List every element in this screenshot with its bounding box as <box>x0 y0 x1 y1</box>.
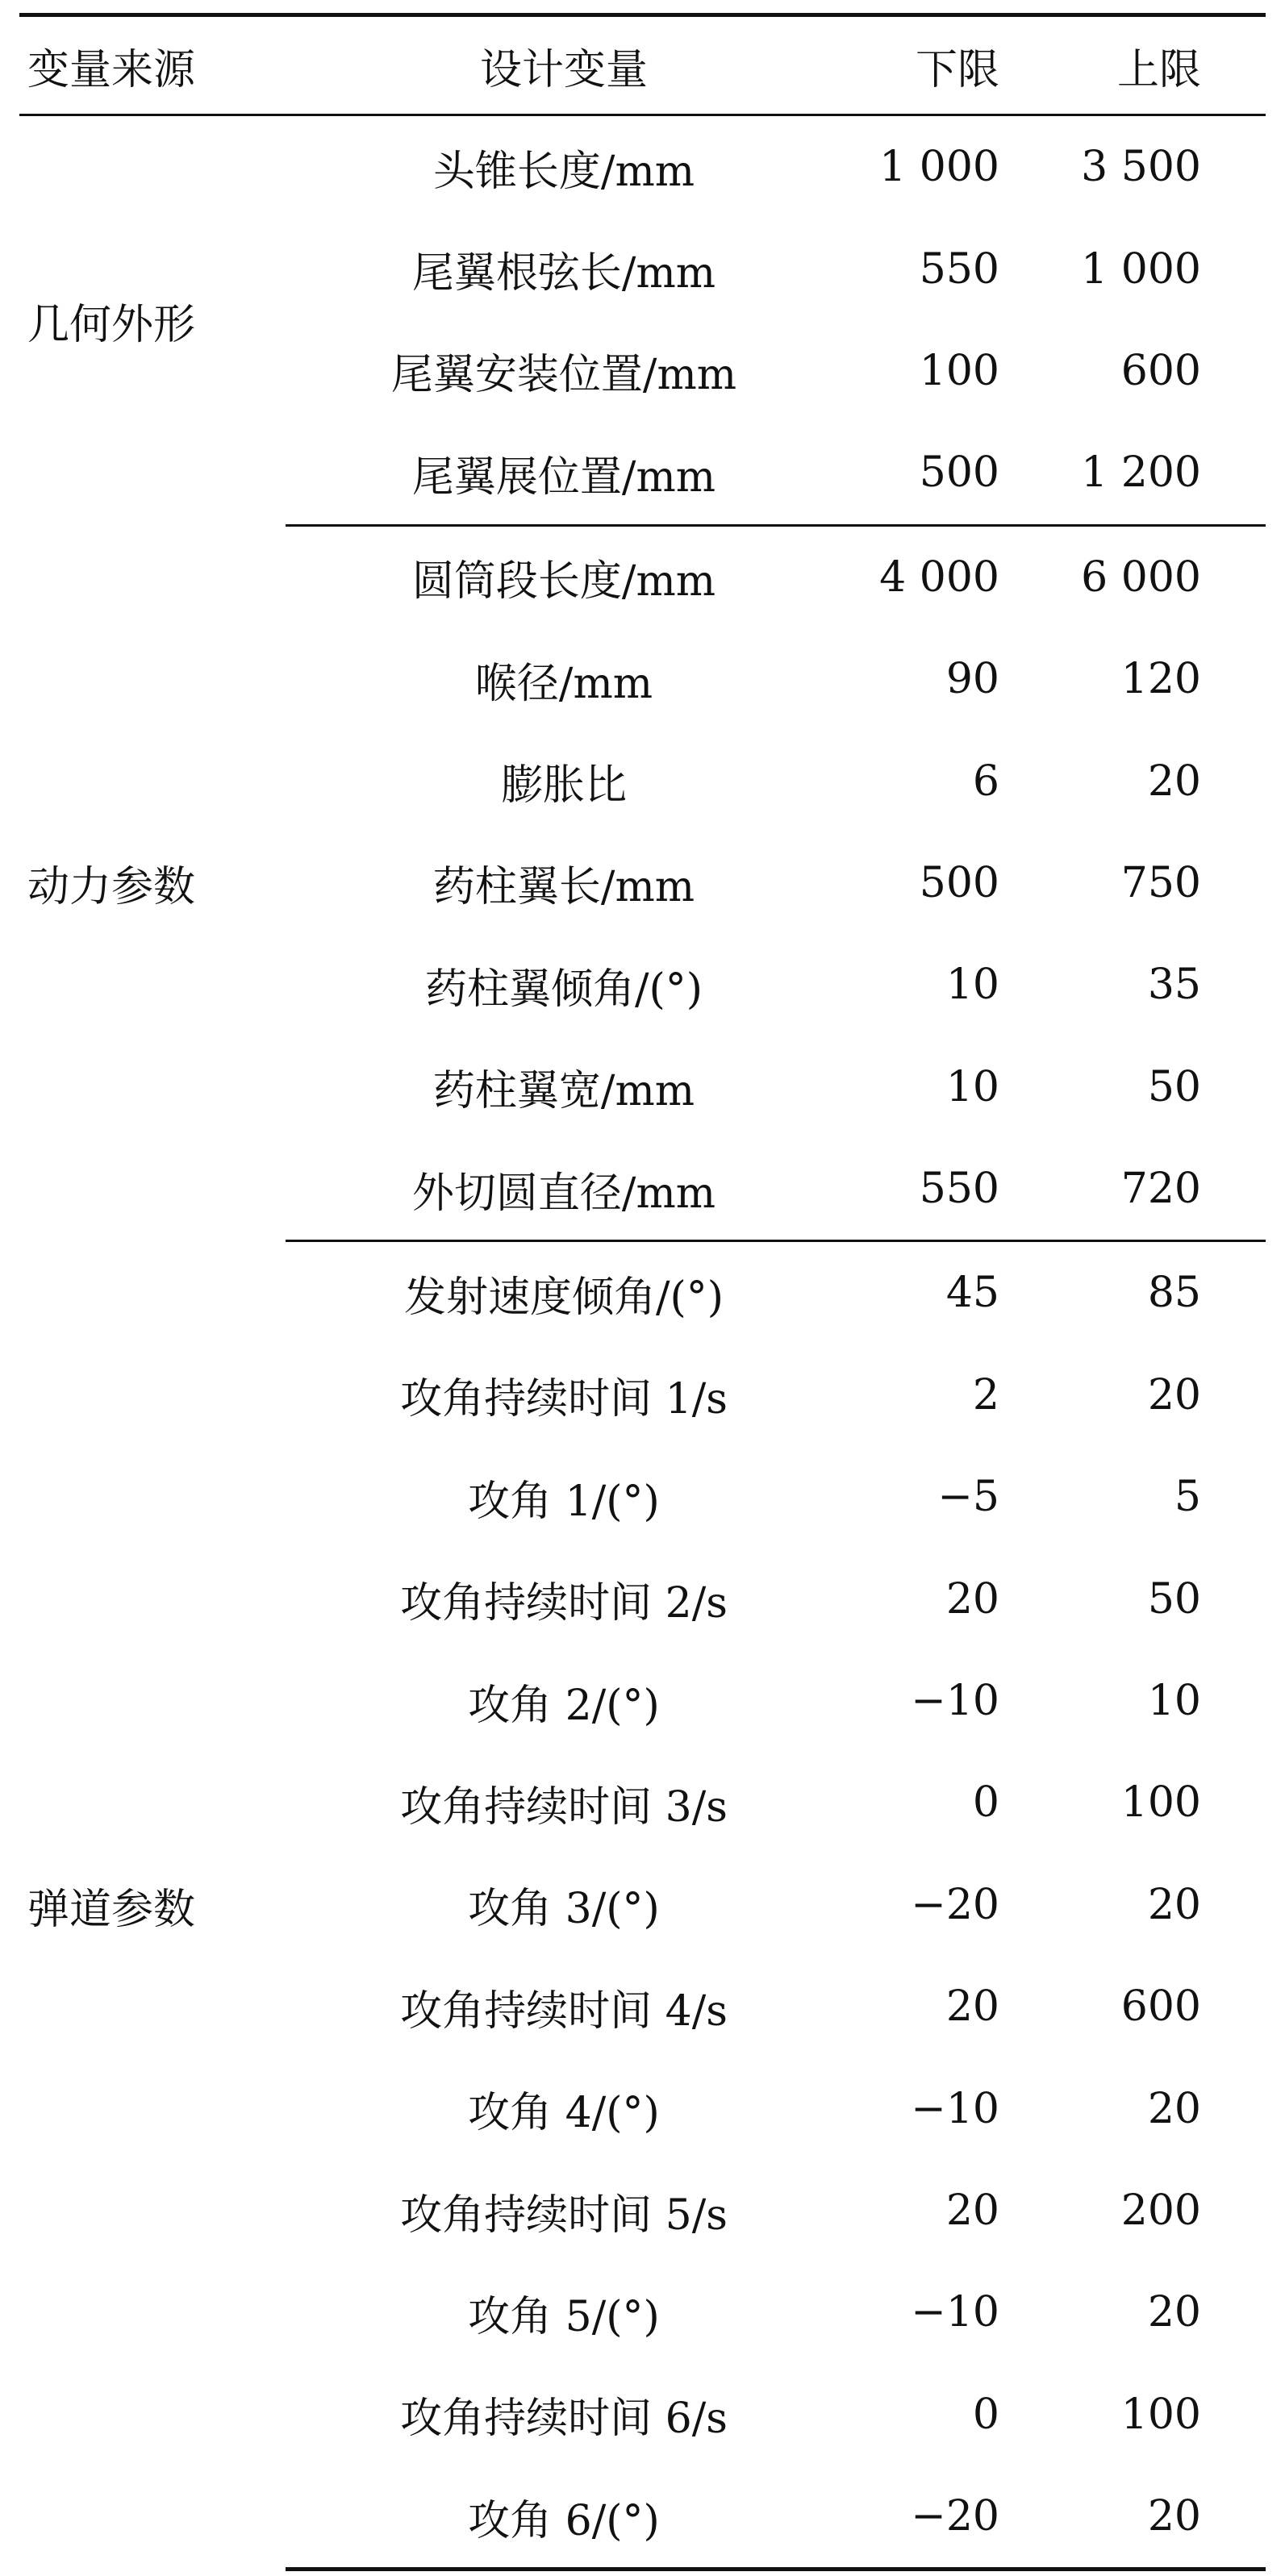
table-header <box>19 15 1266 115</box>
upper-bound-cell: 600 <box>1120 346 1201 395</box>
upper-bound-cell: 10 <box>1147 1677 1201 1726</box>
upper-bound-cell: 50 <box>1147 1574 1201 1624</box>
lower-bound-cell: 1 000 <box>879 143 999 192</box>
lower-bound-cell: 20 <box>945 1574 999 1624</box>
design-variable-cell: 攻角 2/(°) <box>468 1681 660 1730</box>
design-variable-table <box>19 13 1266 2571</box>
lower-bound-cell: 45 <box>945 1269 999 1318</box>
upper-bound-cell: 1 000 <box>1081 244 1201 294</box>
upper-bound-cell: 100 <box>1120 2390 1201 2439</box>
design-variable-cell: 攻角持续时间 6/s <box>400 2395 728 2444</box>
upper-bound-cell: 1 200 <box>1048 422 1266 525</box>
design-variable-cell: 药柱翼长/mm <box>432 863 695 912</box>
upper-bound-cell: 120 <box>1120 655 1201 704</box>
design-variable-cell: 药柱翼宽/mm <box>432 1067 695 1116</box>
design-variable-cell: 膨胀比 <box>500 761 627 811</box>
upper-bound-cell: 20 <box>1147 2084 1201 2133</box>
upper-bound-cell: 50 <box>1147 1062 1201 1111</box>
upper-bound-cell: 720 <box>1048 1138 1266 1241</box>
header-row <box>19 15 1266 115</box>
design-variable-cell: 攻角 6/(°) <box>286 2466 842 2570</box>
design-variable-cell: 攻角持续时间 4/s <box>400 1986 728 2036</box>
design-variable-cell: 攻角持续时间 1/s <box>400 1375 728 1424</box>
table-row <box>19 525 1266 628</box>
design-variable-cell: 发射速度倾角/(°) <box>403 1273 724 1322</box>
design-variable-cell: 药柱翼倾角/(°) <box>424 965 703 1014</box>
lower-bound-cell: 0 <box>972 1778 999 1828</box>
design-variable-cell: 喉径/mm <box>474 659 653 708</box>
lower-bound-cell: −10 <box>911 1677 999 1726</box>
header-lower-bound: 下限 <box>842 15 1048 115</box>
design-variable-cell: 攻角 1/(°) <box>468 1477 660 1526</box>
lower-bound-cell: 20 <box>945 2186 999 2235</box>
upper-bound-cell: 20 <box>1147 757 1201 806</box>
upper-bound-cell: 5 <box>1174 1473 1201 1522</box>
upper-bound-cell: 100 <box>1120 1778 1201 1828</box>
lower-bound-cell: −20 <box>842 2466 1048 2570</box>
design-variable-cell: 攻角 4/(°) <box>468 2089 660 2138</box>
design-variable-cell: 外切圆直径/mm <box>286 1138 842 1241</box>
upper-bound-cell: 20 <box>1147 2288 1201 2337</box>
design-variable-table-page <box>19 13 1266 2571</box>
header-design-variable: 设计变量 <box>286 15 842 115</box>
lower-bound-cell: 4 000 <box>879 552 999 602</box>
design-variable-cell: 圆筒段长度/mm <box>411 557 716 606</box>
upper-bound-cell: 20 <box>1048 2466 1266 2570</box>
lower-bound-cell: 90 <box>945 655 999 704</box>
lower-bound-cell: −10 <box>911 2084 999 2133</box>
table-body <box>19 115 1266 2570</box>
design-variable-cell: 攻角 3/(°) <box>468 1885 660 1934</box>
design-variable-cell: 攻角持续时间 3/s <box>400 1782 728 1832</box>
upper-bound-cell: 35 <box>1147 961 1201 1010</box>
lower-bound-cell: 10 <box>945 961 999 1010</box>
table-row <box>19 115 1266 219</box>
design-variable-cell: 尾翼展位置/mm <box>286 422 842 525</box>
design-variable-cell: 尾翼根弦长/mm <box>411 249 716 298</box>
lower-bound-cell: 2 <box>972 1370 999 1419</box>
upper-bound-cell: 600 <box>1120 1982 1201 2032</box>
upper-bound-cell: 6 000 <box>1081 552 1201 602</box>
lower-bound-cell: 6 <box>972 757 999 806</box>
design-variable-cell: 攻角持续时间 2/s <box>400 1579 728 1628</box>
lower-bound-cell: −5 <box>937 1473 999 1522</box>
variable-source-cell: 动力参数 <box>27 863 196 912</box>
lower-bound-cell: 550 <box>919 244 999 294</box>
design-variable-cell: 头锥长度/mm <box>432 147 695 196</box>
variable-source-cell: 几何外形 <box>27 301 196 350</box>
upper-bound-cell: 20 <box>1147 1370 1201 1419</box>
lower-bound-cell: 100 <box>919 346 999 395</box>
lower-bound-cell: 500 <box>842 422 1048 525</box>
lower-bound-cell: −10 <box>911 2288 999 2337</box>
design-variable-cell: 尾翼安装位置/mm <box>390 351 737 400</box>
lower-bound-cell: 10 <box>945 1062 999 1111</box>
upper-bound-cell: 85 <box>1147 1269 1201 1318</box>
lower-bound-cell: −20 <box>911 1880 999 1929</box>
variable-source-cell: 弹道参数 <box>27 1885 196 1934</box>
upper-bound-cell: 20 <box>1147 1880 1201 1929</box>
design-variable-cell: 攻角 5/(°) <box>468 2292 660 2341</box>
upper-bound-cell: 750 <box>1120 858 1201 907</box>
header-upper-bound: 上限 <box>1048 15 1266 115</box>
upper-bound-cell: 3 500 <box>1081 143 1201 192</box>
lower-bound-cell: 500 <box>919 858 999 907</box>
design-variable-cell: 攻角持续时间 5/s <box>400 2190 728 2240</box>
lower-bound-cell: 20 <box>945 1982 999 2032</box>
table-row <box>19 1241 1266 1344</box>
upper-bound-cell: 200 <box>1120 2186 1201 2235</box>
lower-bound-cell: 0 <box>972 2390 999 2439</box>
header-variable-source: 变量来源 <box>19 15 286 115</box>
lower-bound-cell: 550 <box>842 1138 1048 1241</box>
